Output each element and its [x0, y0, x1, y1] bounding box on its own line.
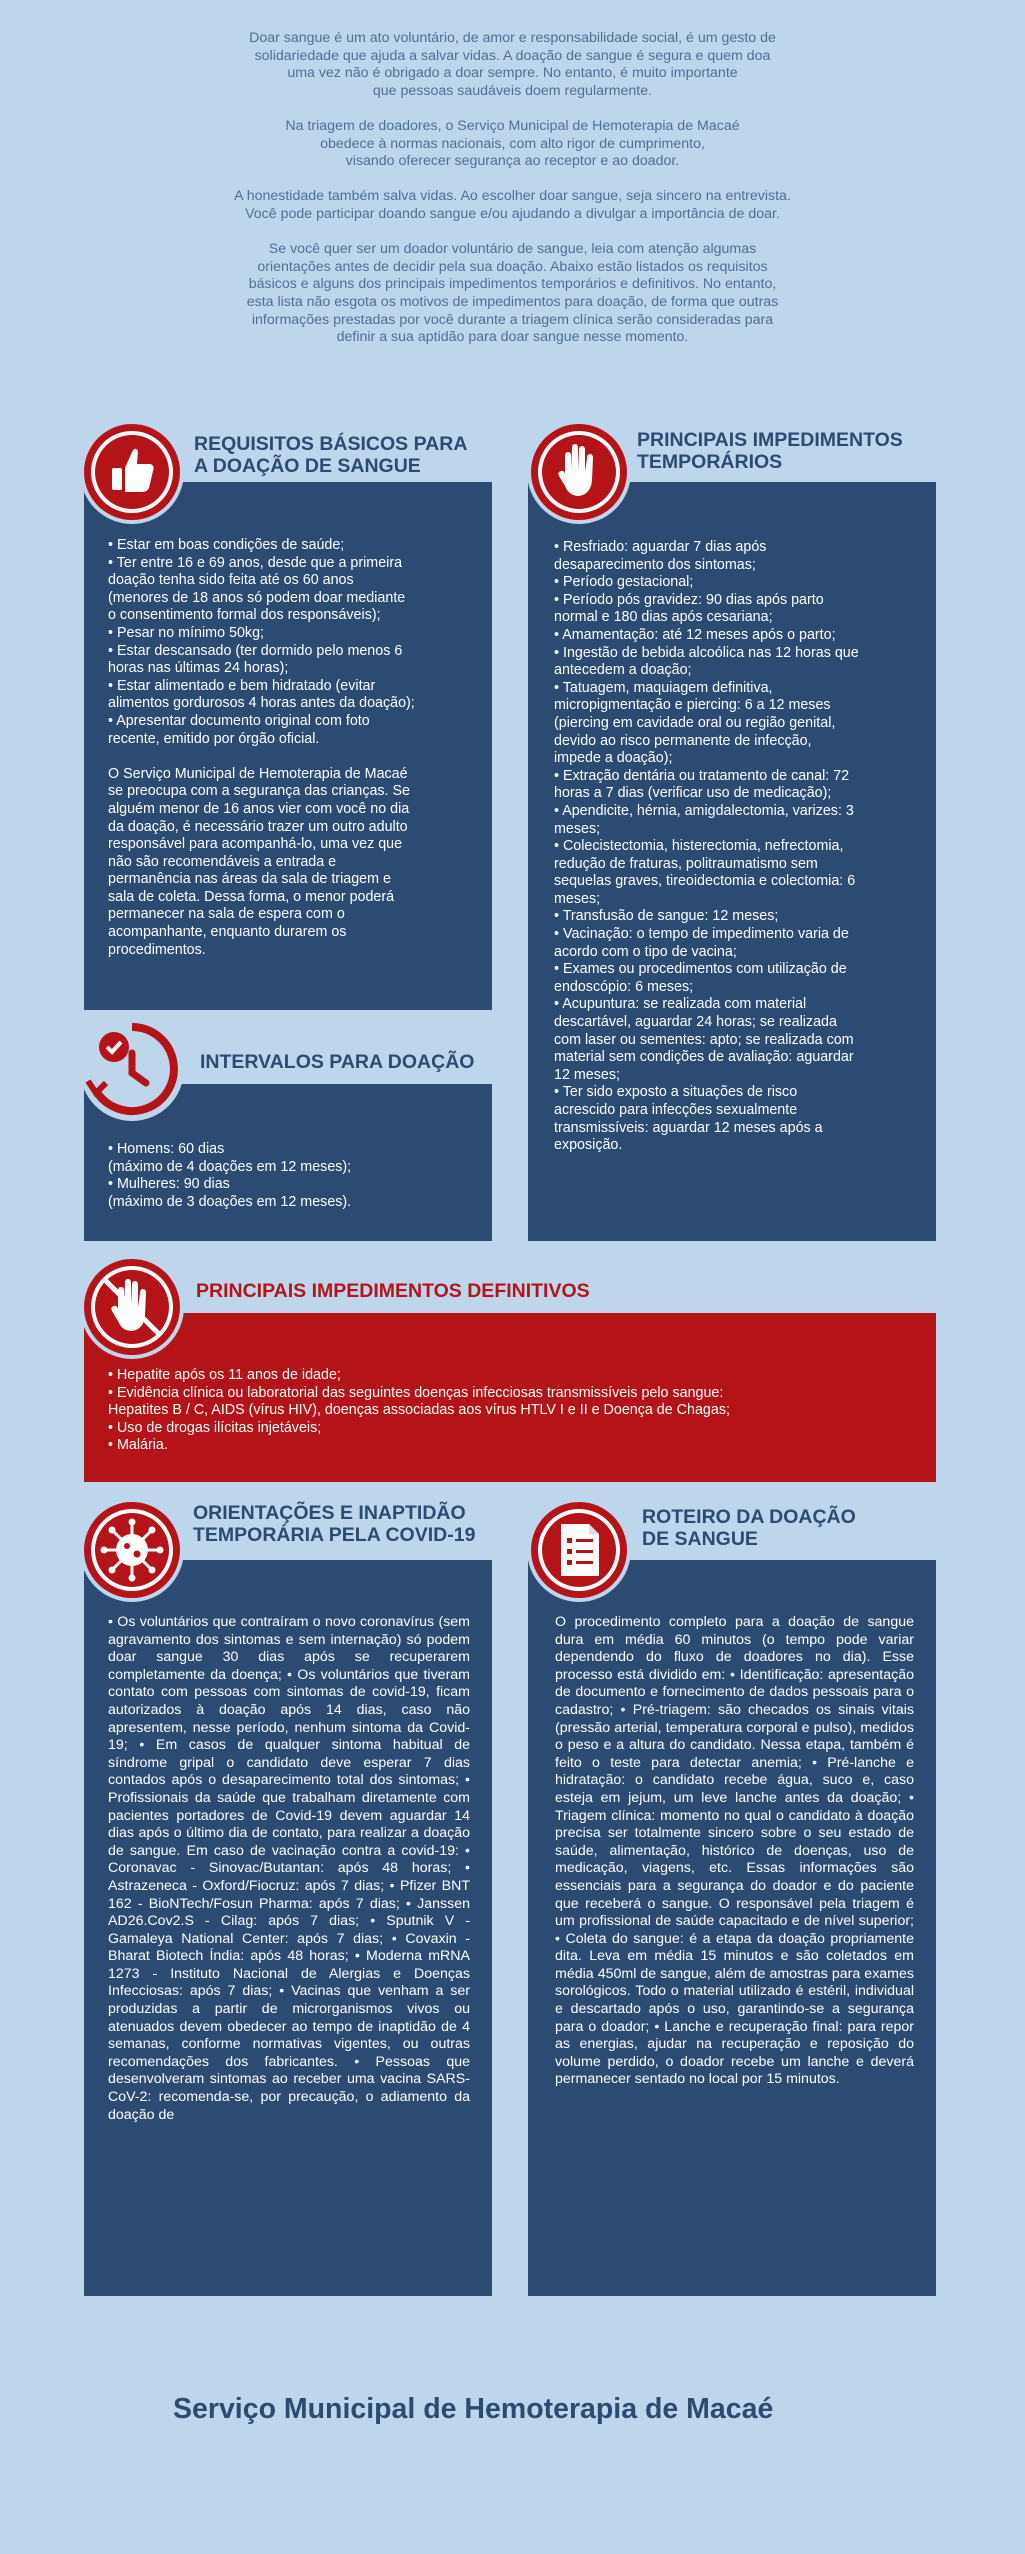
- covid-panel: • Os voluntários que contraíram o novo coronavírus (sem agravamento dos sintomas e sem internação) só podem doar sangue 30 dias após se recuperarem completamente da doença; • Os voluntários que tiveram contato com pessoas com sintomas de covid-19, ficam autorizados à doação após 14 dias, caso não apresentem, nesse período, nenhum sintoma da Covid-19; • Em casos de qualquer sintoma habitual de síndrome gripal o candidato deve esperar 7 dias contados após o desaparecimento total dos sintomas; • Profissionais da saúde que trabalham diretamente com pacientes portadores de Covid-19 devem aguardar 14 dias após o último dia de contato, para realizar a doação de sangue. Em caso de vacinação contra a covid-19: • Coronavac - Sinovac/Butantan: após 48 horas; • Astrazeneca - Oxford/Fiocruz: após 7 dias; • Pfizer BNT 162 - BioNTech/Fosun Pharma: após 7 dias; • Janssen AD26.Cov2.S - Cilag: após 7 dias; • Sputnik V - Gamaleya National Center: após 7 dias; • Covaxin - Bharat Biotech Índia: após 48 horas; • Moderna mRNA 1273 - Instituto Nacional de Alergias e Doenças Infecciosas: após 7 dias; • Vacinas que venham a ser produzidas a partir de microrganismos vivos ou atenuados devem obedecer ao tempo de inaptidão de 4 semanas, conforme normativas vigentes, ou outras recomendações dos fabricantes. • Pessoas que desenvolveram sintomas ao receber uma vacina SARS-CoV-2: recomenda-se, por precaução, o adiamento da doação de: [84, 1560, 492, 2296]
- thumbs-up-icon: [80, 420, 184, 524]
- requisitos-children-note: O Serviço Municipal de Hemoterapia de Macaé se preocupa com a segurança das crianças. Se alguém menor de 16 anos vier com você no dia da doação, é necessário trazer um outro adulto responsável para acompanhá-lo, uma vez que não são recomendáveis a entrada e permanência nas áreas da sala de triagem e sala de coleta. Dessa forma, o menor poderá permanecer na sala de espera com o acompanhante, enquanto durarem os procedimentos.: [108, 765, 410, 958]
- requisitos-badge: [80, 420, 184, 524]
- footer-title: Serviço Municipal de Hemoterapia de Macaé: [173, 2393, 774, 2425]
- definitivos-title: PRINCIPAIS IMPEDIMENTOS DEFINITIVOS: [196, 1280, 590, 1302]
- intro-paragraph: Se você quer ser um doador voluntário de sangue, leia com atenção algumas orientações antes de decidir pela sua doação. Abaixo estão listados os requisitos básicos e alguns dos principais impedimentos temporários e definitivos. No entanto, esta lista não esgota os motivos de impedimentos para doação, de forma que outras informações prestadas por você durante a triagem clínica serão consideradas para definir a sua aptidão para doar sangue nesse momento.: [246, 241, 779, 346]
- intro-text: [160, 30, 865, 364]
- covid-title: ORIENTAÇÕES E INAPTIDÃO TEMPORÁRIA PELA COVID-19: [193, 1502, 476, 1546]
- roteiro-panel: O procedimento completo para a doação de sangue dura em média 60 minutos (o tempo pode variar dependendo do fluxo de doadores no dia). Esse processo está dividido em: • Identificação: apresentação de documento e fornecimento de dados pessoais para o cadastro; • Pré-triagem: são checados os sinais vitais (pressão arterial, temperatura corporal e pulso), medidos o peso e a altura do candidato. Nessa etapa, também é feito o teste para detectar anemia; • Pré-lanche e hidratação: o candidato recebe água, suco e, caso esteja em jejum, um leve lanche antes da doação; • Triagem clínica: momento no qual o candidato à doação precisa ser totalmente sincero sobre o seu estado de saúde, alimentação, histórico de doenças, uso de medicação, viagens, etc. Essas informações são essenciais para a segurança do doador e do paciente que receberá o sangue. O responsável pela triagem é um profissional de saúde capacitado e de nível superior; • Coleta do sangue: é a etapa da doação propriamente dita. Leva em média 15 minutos e são coletados em média 450ml de sangue, além de amostras para exames sorológicos. Todo o material utilizado é estéril, individual e descartado após o uso, garantindo-se a segurança para o doador; • Lanche e recuperação final: para repor as energias, ajudar na recuperação e reposição do volume perdido, o doador recebe um lanche e deverá permanecer sentado no local por 15 minutos.: [528, 1560, 936, 2296]
- stop-hand-icon: [527, 420, 631, 524]
- checklist-icon: [527, 1498, 631, 1602]
- intervalos-badge: [80, 1017, 184, 1121]
- intro-paragraph: Doar sangue é um ato voluntário, de amor e responsabilidade social, é um gesto de solidariedade que ajuda a salvar vidas. A doação de sangue é segura e quem doa uma vez não é obrigado a doar sempre. No entanto, é muito importante que pessoas saudáveis doem regularmente.: [249, 30, 776, 99]
- intro-paragraph: A honestidade também salva vidas. Ao escolher doar sangue, seja sincero na entrevista. Você pode participar doando sangue e/ou ajudando a divulgar a importância de doar.: [234, 188, 791, 222]
- roteiro-title: ROTEIRO DA DOAÇÃO DE SANGUE: [642, 1506, 856, 1550]
- requisitos-panel: [84, 482, 492, 1010]
- requisitos-title: REQUISITOS BÁSICOS PARA A DOAÇÃO DE SANGUE: [194, 433, 468, 477]
- virus-icon: [80, 1498, 184, 1602]
- roteiro-badge: [527, 1498, 631, 1602]
- covid-badge: [80, 1498, 184, 1602]
- temporarios-title: PRINCIPAIS IMPEDIMENTOS TEMPORÁRIOS: [637, 429, 903, 473]
- intro-paragraph: Na triagem de doadores, o Serviço Municipal de Hemoterapia de Macaé obedece à normas nacionais, com alto rigor de cumprimento, visando oferecer segurança ao receptor e ao doador.: [285, 117, 740, 170]
- definitivos-badge: [80, 1255, 184, 1359]
- temporarios-badge: [527, 420, 631, 524]
- intervalos-panel: • Homens: 60 dias (máximo de 4 doações em 12 meses); • Mulheres: 90 dias (máximo de 3 doações em 12 meses).: [84, 1084, 492, 1241]
- temporarios-panel: • Resfriado: aguardar 7 dias após desaparecimento dos sintomas; • Período gestacional; • Período pós gravidez: 90 dias após parto normal e 180 dias após cesariana; • Amamentação: até 12 meses após o parto; • Ingestão de bebida alcoólica nas 12 horas que antecedem a doação; • Tatuagem, maquiagem definitiva, micropigmentação e piercing: 6 a 12 meses (piercing em cavidade oral ou região genital, devido ao risco permanente de infecção, impede a doação); • Extração dentária ou tratamento de canal: 72 horas a 7 dias (verificar uso de medicação); • Apendicite, hérnia, amigdalectomia, varizes: 3 meses; • Colecistectomia, histerectomia, nefrectomia, redução de fraturas, politraumatismo sem sequelas graves, tireoidectomia e colectomia: 6 meses; • Transfusão de sangue: 12 meses; • Vacinação: o tempo de impedimento varia de acordo com o tipo de vacina; • Exames ou procedimentos com utilização de endoscópio: 6 meses; • Acupuntura: se realizada com material descartável, aguardar 24 horas; se realizada com laser ou sementes: apto; se realizada com material sem condições de avaliação: aguardar 12 meses; • Ter sido exposto a situações de risco acrescido para infecções sexualmente transmissíveis: aguardar 12 meses após a exposição.: [528, 482, 936, 1241]
- stop-hand-icon: [80, 1255, 184, 1359]
- definitivos-panel: • Hepatite após os 11 anos de idade; • Evidência clínica ou laboratorial das seguintes doenças infecciosas transmissíveis pelo sangue: Hepatites B / C, AIDS (vírus HIV), doenças associadas aos vírus HTLV I e II e Doença de Chagas; • Uso de drogas ilícitas injetáveis; • Malária.: [84, 1313, 936, 1482]
- requisitos-list: • Estar em boas condições de saúde; • Ter entre 16 e 69 anos, desde que a primeira doação tenha sido feita até os 60 anos (menores de 18 anos só podem doar mediante o consentimento formal dos responsáveis); • Pesar no mínimo 50kg; • Estar descansado (ter dormido pelo menos 6 horas nas últimas 24 horas); • Estar alimentado e bem hidratado (evitar alimentos gordurosos 4 horas antes da doação); • Apresentar documento original com foto recente, emitido por órgão oficial.: [108, 537, 415, 747]
- intervalos-title: INTERVALOS PARA DOAÇÃO: [200, 1051, 475, 1073]
- clock-check-icon: [80, 1017, 184, 1121]
